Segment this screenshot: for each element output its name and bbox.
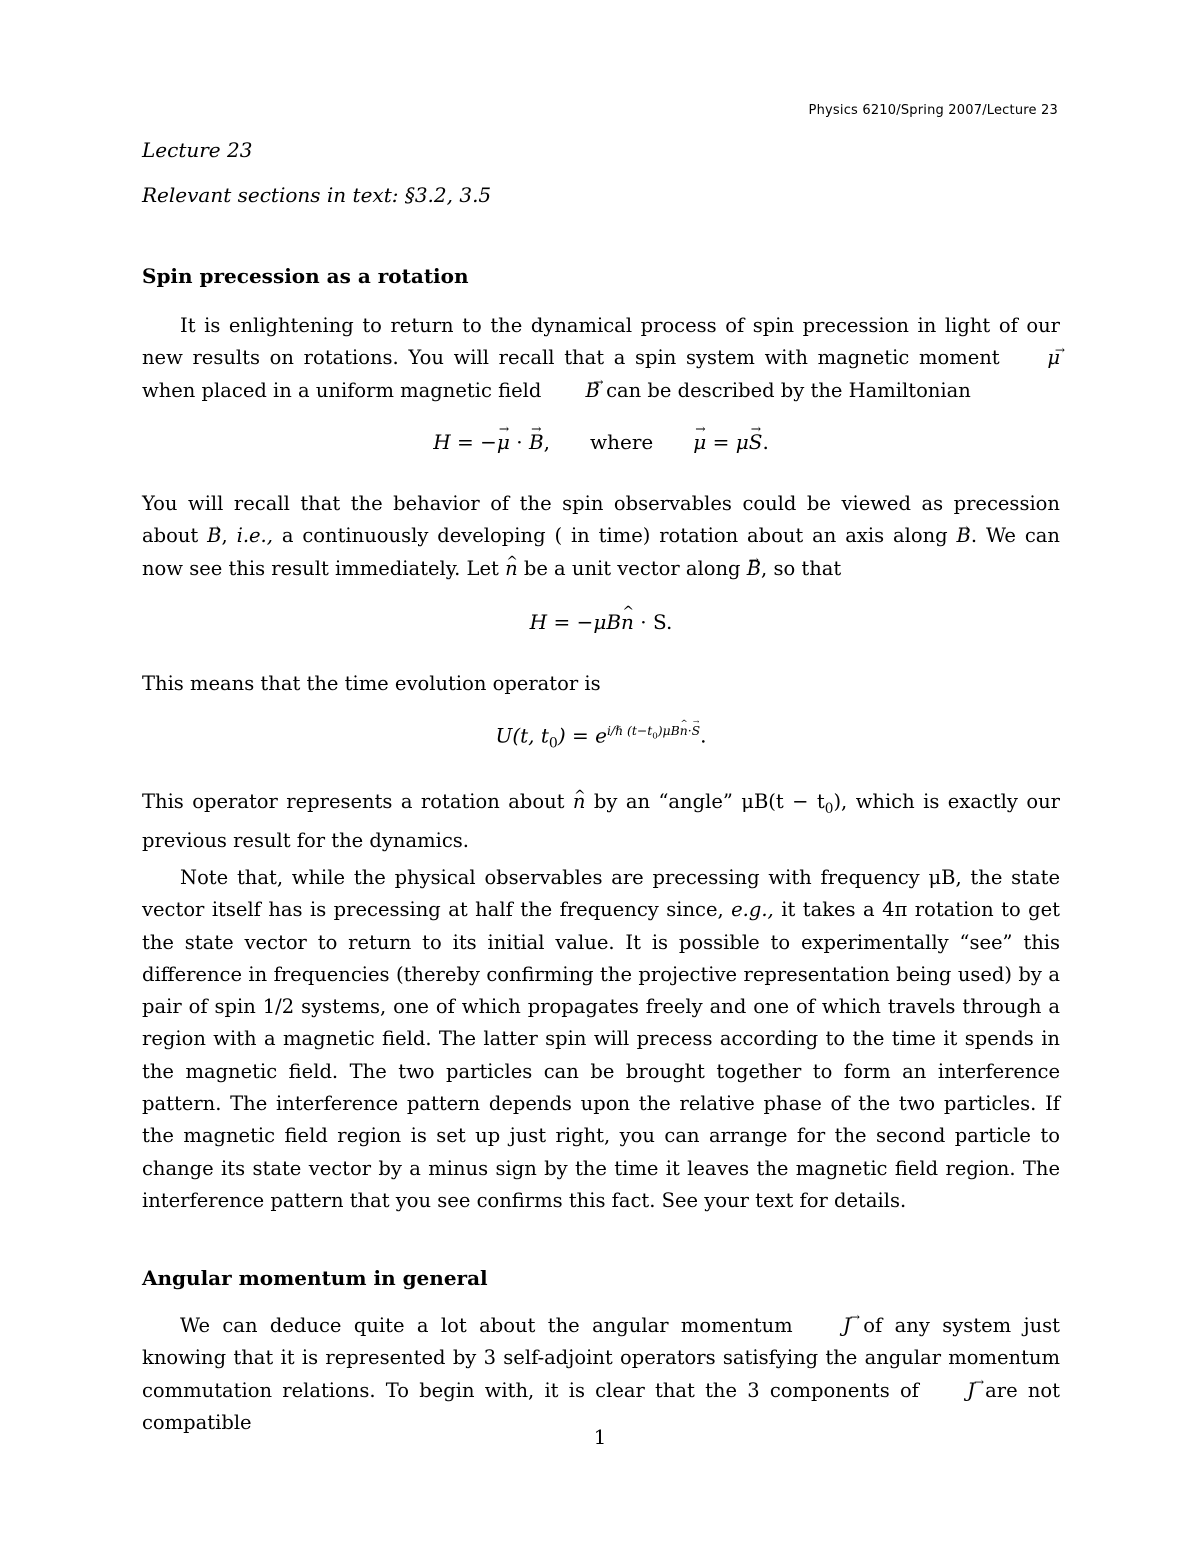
vector-mu: → μ bbox=[693, 430, 706, 454]
text-run: This operator represents a rotation about bbox=[142, 790, 573, 813]
eq-sub: 0 bbox=[652, 731, 658, 742]
equation-hamiltonian-n bbox=[142, 610, 1060, 634]
vector-b: → B bbox=[747, 553, 761, 585]
eq-sub: 0 bbox=[548, 735, 558, 752]
eq-part: H = −μB bbox=[529, 610, 622, 634]
vector-j: → J bbox=[805, 1310, 851, 1342]
page-number: 1 bbox=[593, 1425, 607, 1449]
text-run: i.e., bbox=[236, 524, 273, 548]
text-run: it takes a 4π rotation to get the state vector to return to its initial value. It is possible to experimentally “see” this difference in frequencies (thereby confirming the projective representation being used) by a pair of spin 1/2 systems, one of which propagates freely and one of which travels through a region with a magnetic field. The latter spin will precess according to the time it spends in the magnetic field. The two particles can be brought together to form an interference pattern. The interference pattern depends upon the relative phase of the two particles. If the magnetic field region is set up just right, you can arrange for the second particle to change its state vector by a minus sign by the time it leaves the magnetic field region. The interference pattern that you see confirms this fact. See your text for details. bbox=[142, 898, 1060, 1212]
eq-part: . bbox=[762, 430, 769, 454]
relevant-sections: Relevant sections in text: §3.2, 3.5 bbox=[142, 183, 492, 207]
text-run: We can deduce quite a lot about the angular momentum bbox=[180, 1314, 806, 1337]
text-run: of any system just knowing that it is represented by 3 self-adjoint operators satisfying the angular momentum commutation relations. To begin with, it is clear that the 3 components of bbox=[142, 1314, 1060, 1402]
section-heading-angular-momentum: Angular momentum in general bbox=[142, 1266, 488, 1290]
paragraph-spin-intro bbox=[142, 310, 1060, 407]
eq-part: · bbox=[687, 723, 692, 738]
eq-exponent bbox=[606, 723, 701, 742]
eq-part: U(t, t bbox=[495, 723, 549, 748]
text-run: . We can now see this result immediately. Let bbox=[142, 524, 1060, 580]
text-run: It is enlightening to return to the dynamical process of spin precession in light of our new results on rotations. You will recall that a spin system with magnetic moment bbox=[142, 314, 1060, 370]
eq-part: ) = e bbox=[557, 723, 607, 748]
eq-part: H = − bbox=[433, 430, 497, 454]
unit-vector-n: ^ n bbox=[573, 786, 586, 818]
text-run: You will recall that the behavior of the spin observables could be viewed as precession about bbox=[142, 492, 1060, 548]
text-run: , bbox=[221, 524, 237, 548]
vector-b: → B bbox=[207, 520, 221, 552]
text-run: ), which is exactly our previous result for the dynamics. bbox=[142, 790, 1060, 853]
vector-b: → B bbox=[529, 430, 544, 454]
vector-s: → S bbox=[692, 723, 701, 738]
eq-part: i/ℏ (t−t bbox=[606, 723, 653, 738]
text-run: can be described by the Hamiltonian bbox=[599, 378, 971, 402]
eq-where: where bbox=[590, 430, 654, 454]
vector-b: → B bbox=[957, 520, 971, 552]
unit-vector-n: ^ n bbox=[680, 723, 688, 738]
equation-time-evolution-operator bbox=[142, 723, 1060, 752]
vector-mu: → μ bbox=[1009, 342, 1060, 374]
paragraph-precession-about-b bbox=[142, 488, 1060, 585]
paragraph-angular-momentum bbox=[142, 1310, 1060, 1439]
unit-vector-n: ^ n bbox=[621, 610, 634, 634]
eq-part: · S. bbox=[633, 610, 673, 634]
equation-hamiltonian bbox=[142, 430, 1060, 454]
text-run: e.g., bbox=[731, 898, 774, 922]
vector-s: → S bbox=[749, 430, 763, 454]
vector-mu: → μ bbox=[497, 430, 510, 454]
paragraph-half-frequency bbox=[142, 862, 1060, 1217]
eq-sub: 0 bbox=[824, 800, 834, 817]
paragraph-rotation-angle bbox=[142, 786, 1060, 857]
eq-part: . bbox=[700, 723, 707, 748]
unit-vector-n: ^ n bbox=[505, 553, 518, 585]
section-heading-spin-precession: Spin precession as a rotation bbox=[142, 264, 469, 288]
text-run: be a unit vector along bbox=[517, 556, 747, 580]
text-run: a continuously developing ( in time) rotation about an axis along bbox=[272, 524, 957, 548]
text-run: , so that bbox=[761, 556, 842, 580]
text-run: Note that, while the physical observables are precessing with frequency μB, the state vector itself has is precessing at half the frequency since, bbox=[142, 866, 1060, 922]
running-header: Physics 6210/Spring 2007/Lecture 23 bbox=[808, 103, 1058, 118]
vector-j: → J bbox=[929, 1375, 975, 1407]
eq-part: · bbox=[509, 430, 529, 454]
vector-b: → B bbox=[548, 375, 600, 407]
eq-part: = μ bbox=[706, 430, 749, 454]
text-run: by an “angle” μB(t − t bbox=[585, 790, 825, 813]
lecture-title: Lecture 23 bbox=[142, 138, 253, 162]
eq-part: )μB bbox=[657, 723, 680, 738]
text-run: are not compatible bbox=[142, 1378, 1060, 1434]
text-run: when placed in a uniform magnetic field bbox=[142, 378, 548, 402]
eq-part: , bbox=[543, 430, 551, 454]
paragraph-time-evolution: This means that the time evolution operator is bbox=[142, 672, 601, 695]
